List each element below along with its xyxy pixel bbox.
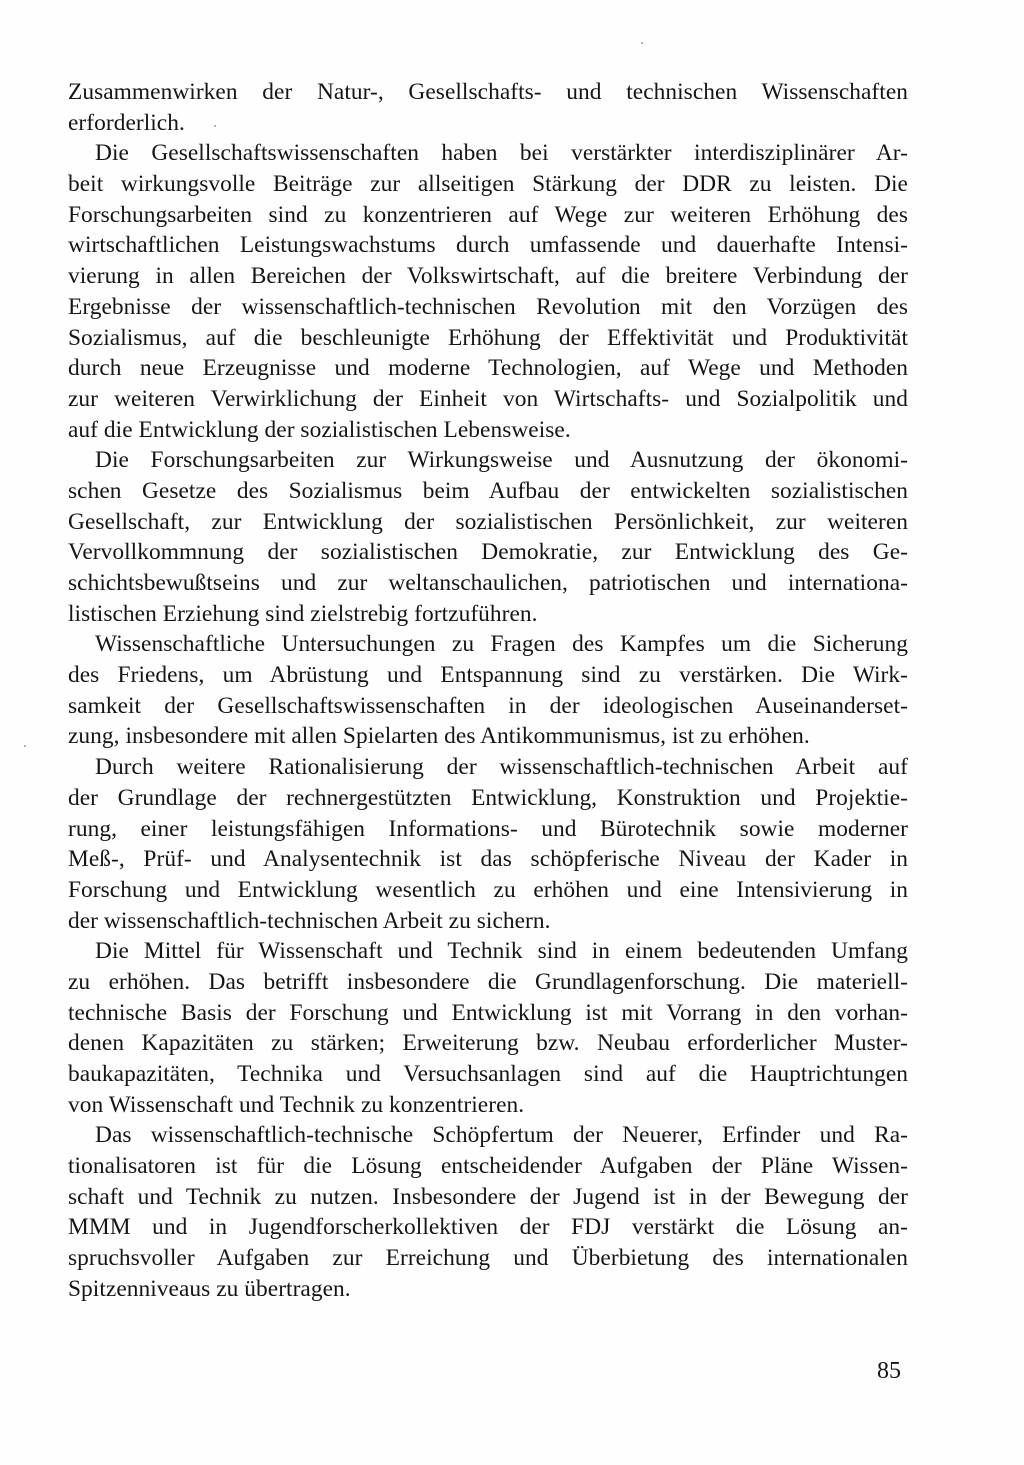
text-line: Wissenschaftliche Untersuchungen zu Fragen des Kampfes um die Sicherung [95,631,908,658]
text-line: durch neue Erzeugnisse und moderne Technologien, auf Wege und Methoden [68,355,908,382]
text-line: des Friedens, um Abrüstung und Entspannung sind zu verstärken. Die Wirk- [68,662,908,689]
scan-speck [24,745,26,747]
text-line: wirtschaftlichen Leistungswachstums durch umfassende und dauerhafte Intensi- [68,232,908,259]
text-line: Zusammenwirken der Natur-, Gesellschafts- und technischen Wissenschaften [68,79,908,105]
text-line: Forschung und Entwicklung wesentlich zu erhöhen und eine Intensivierung in [68,876,908,903]
text-line: spruchsvoller Aufgaben zur Erreichung und Überbietung des internationalen [68,1245,908,1272]
text-line: schen Gesetze des Sozialismus beim Aufbau der entwickelten sozialistischen [68,477,908,504]
text-line: Das wissenschaftlich-technische Schöpfertum der Neuerer, Erfinder und Ra- [95,1122,908,1149]
text-line: zur weiteren Verwirklichung der Einheit von Wirtschafts- und Sozialpolitik und [68,385,908,412]
text-line: Durch weitere Rationalisierung der wissenschaftlich-technischen Arbeit auf [95,754,908,781]
text-line: Die Mittel für Wissenschaft und Technik sind in einem bedeutenden Umfang [95,938,908,965]
text-line: erforderlich. [68,109,185,136]
text-line: beit wirkungsvolle Beiträge zur allseitigen Stärkung der DDR zu leisten. Die [68,171,908,198]
text-line: listischen Erziehung sind zielstrebig fortzuführen. [68,600,538,627]
text-line: Spitzenniveaus zu übertragen. [68,1275,351,1302]
text-line: schichtsbewußtseins und zur weltanschaulichen, patriotischen und internationa- [68,570,908,596]
text-line: MMM und in Jugendforscherkollektiven der FDJ verstärkt die Lösung an- [68,1214,908,1241]
text-line: von Wissenschaft und Technik zu konzentrieren. [68,1091,525,1118]
text-line: Sozialismus, auf die beschleunigte Erhöhung der Effektivität und Produktivität [68,324,908,351]
text-line: tionalisatoren ist für die Lösung entscheidender Aufgaben der Pläne Wissen- [68,1153,908,1180]
text-line: rung, einer leistungsfähigen Informations- und Bürotechnik sowie moderner [68,815,908,842]
text-line: vierung in allen Bereichen der Volkswirtschaft, auf die breitere Verbindung der [68,263,908,290]
text-line: Die Forschungsarbeiten zur Wirkungsweise und Ausnutzung der ökonomi- [95,447,908,474]
text-line: zung, insbesondere mit allen Spielarten des Antikommunismus, ist zu erhöhen. [68,723,810,750]
text-line: baukapazitäten, Technika und Versuchsanlagen sind auf die Hauptrichtungen [68,1061,908,1087]
page-number: 85 [877,1358,901,1384]
text-line: Forschungsarbeiten sind zu konzentrieren auf Wege zur weiteren Erhöhung des [68,201,908,228]
text-line: Die Gesellschaftswissenschaften haben bei verstärkter interdisziplinärer Ar- [95,140,908,167]
text-line: Meß-, Prüf- und Analysentechnik ist das schöpferische Niveau der Kader in [68,846,908,873]
text-line: Gesellschaft, zur Entwicklung der sozialistischen Persönlichkeit, zur weiteren [68,508,908,535]
text-line: auf die Entwicklung der sozialistischen Lebensweise. [68,416,571,443]
text-line: technische Basis der Forschung und Entwicklung ist mit Vorrang in den vorhan- [68,999,908,1026]
text-line: samkeit der Gesellschaftswissenschaften in der ideologischen Auseinanderset- [68,692,908,719]
text-line: Vervollkommnung der sozialistischen Demokratie, zur Entwicklung des Ge- [68,539,908,566]
text-line: der Grundlage der rechnergestützten Entwicklung, Konstruktion und Projektie- [68,784,908,811]
text-line: denen Kapazitäten zu stärken; Erweiterung bzw. Neubau erforderlicher Muster- [68,1030,908,1057]
text-line: der wissenschaftlich-technischen Arbeit zu sichern. [68,907,551,934]
text-line: Ergebnisse der wissenschaftlich-technischen Revolution mit den Vorzügen des [68,293,908,320]
text-line: zu erhöhen. Das betrifft insbesondere die Grundlagenforschung. Die materiell- [68,968,908,995]
text-line: schaft und Technik zu nutzen. Insbesondere der Jugend ist in der Bewegung der [68,1183,908,1210]
body-text [68,77,908,1305]
scan-speck [641,42,643,44]
